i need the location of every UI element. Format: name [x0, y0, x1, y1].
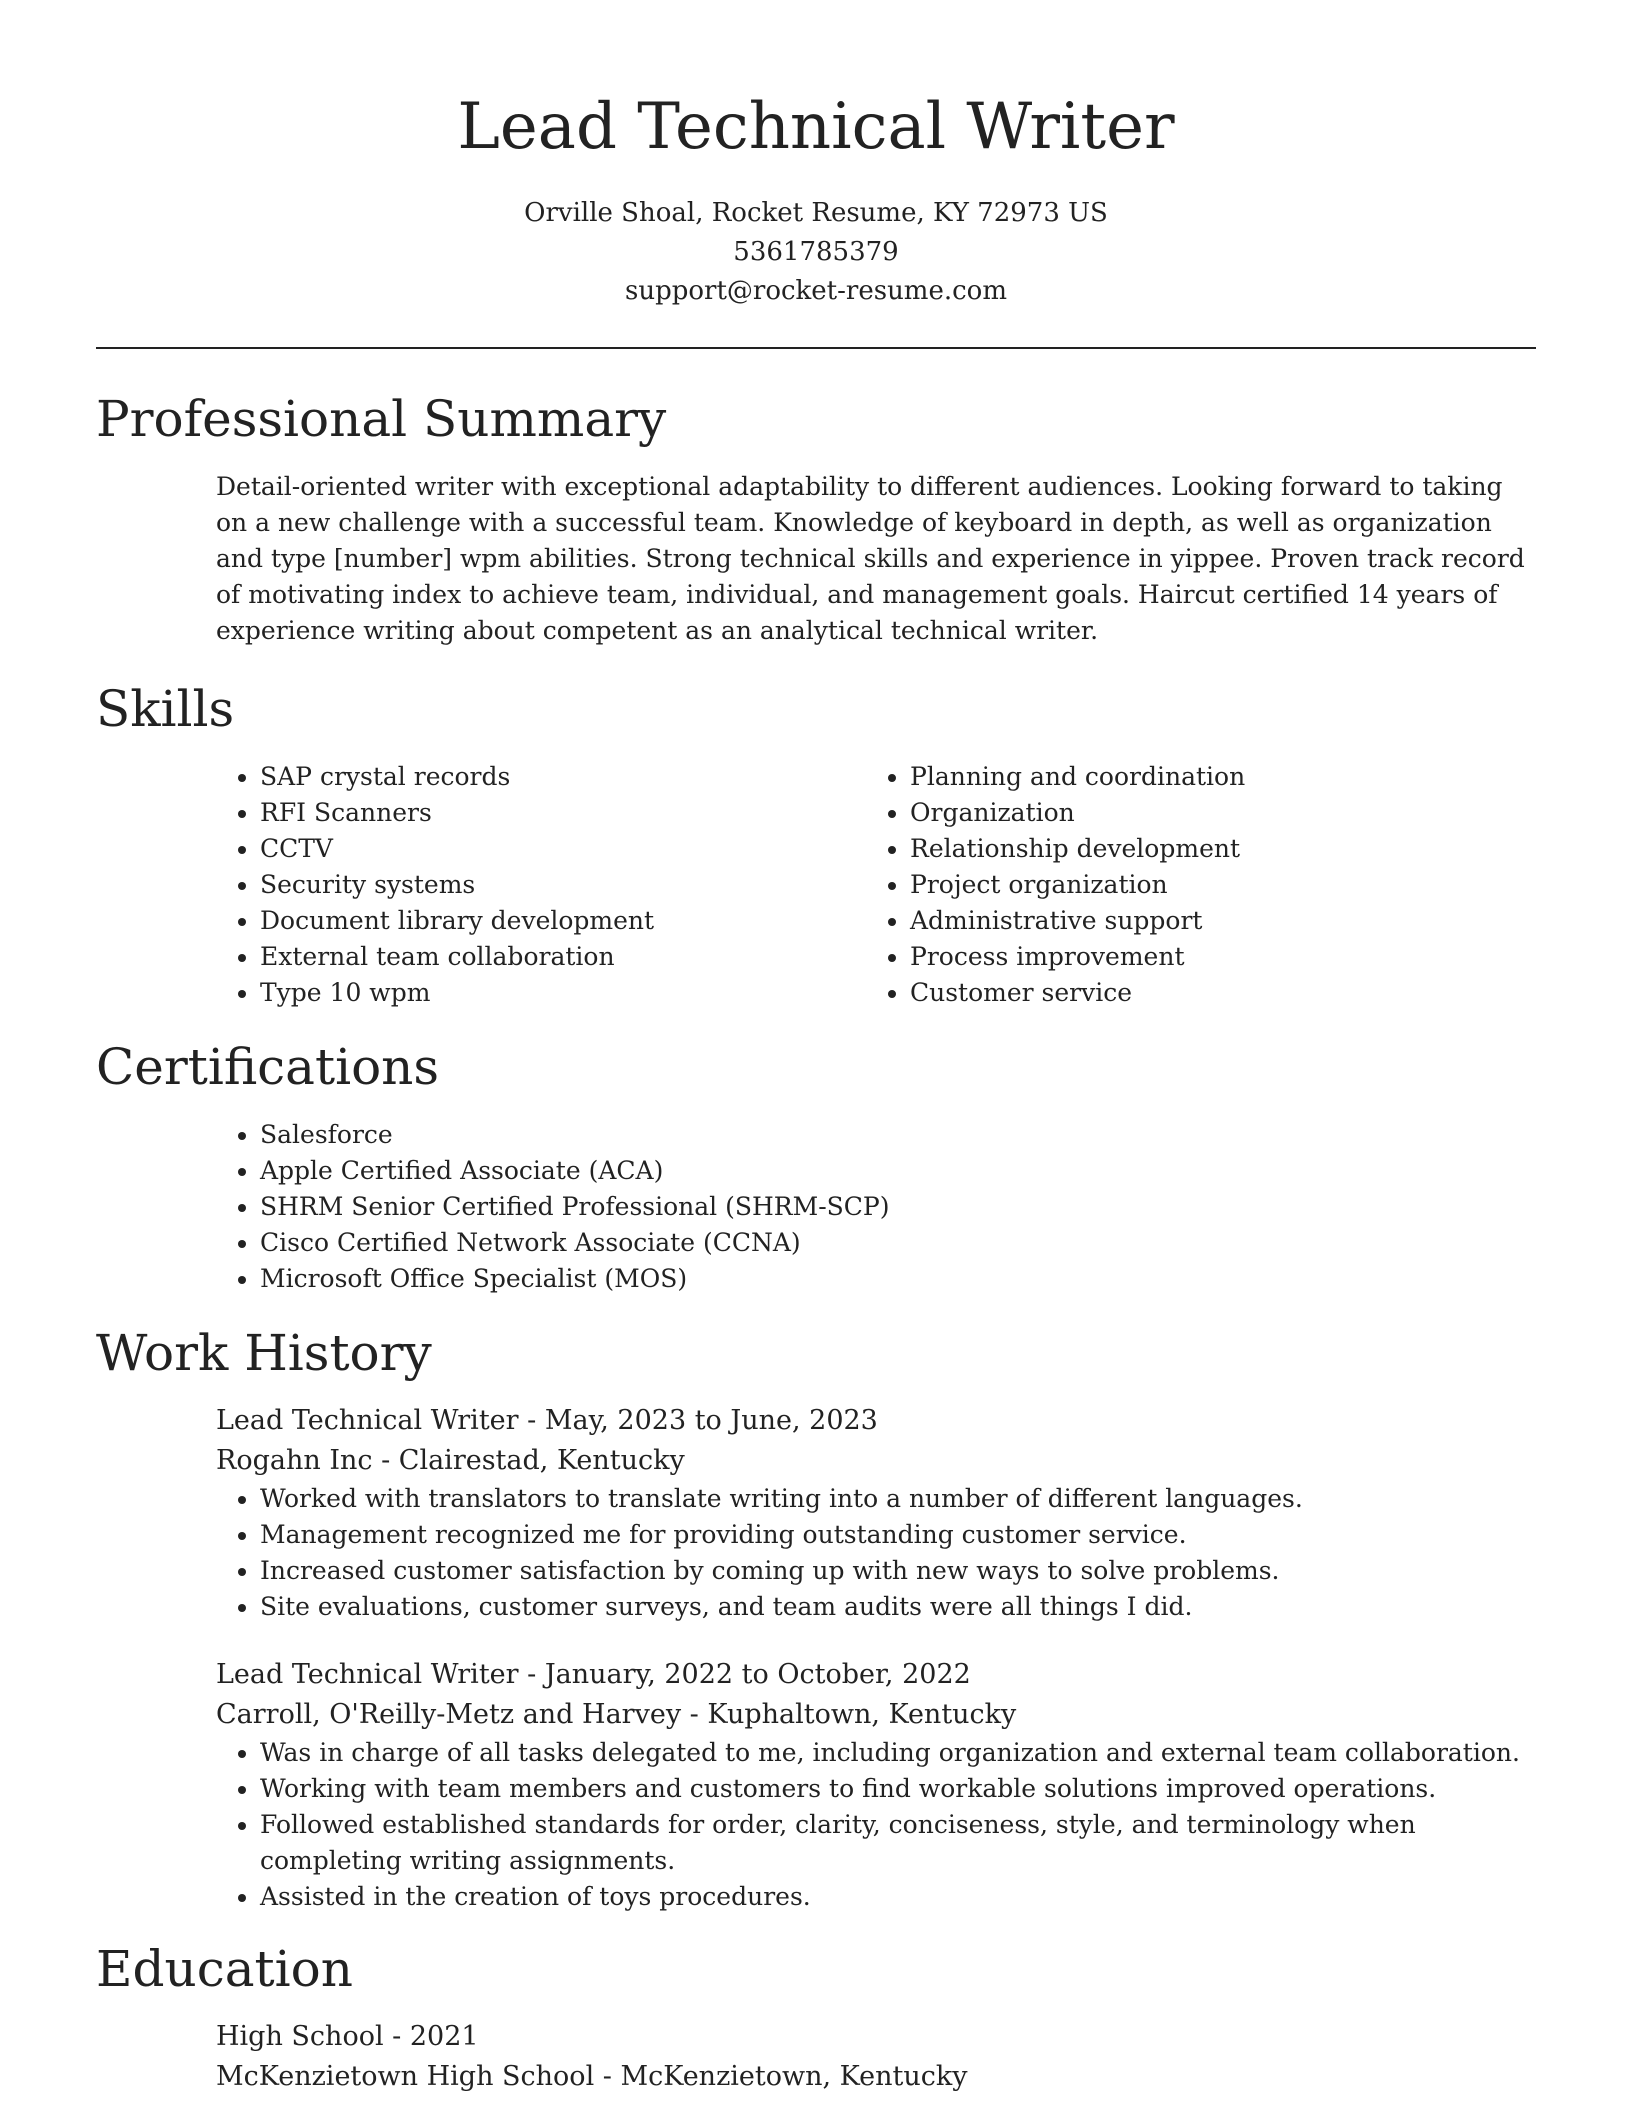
job-bullet: • Followed established standards for order, clarity, conciseness, style, and terminology when completing writing assignments. — [260, 1807, 1536, 1879]
skills-columns — [216, 759, 1536, 1011]
skill-item: • SAP crystal records — [260, 759, 866, 795]
job-bullets — [216, 1735, 1536, 1915]
skills-column-left — [216, 759, 866, 1011]
certification-item: • Apple Certified Associate (ACA) — [260, 1153, 1536, 1189]
skill-item: • Process improvement — [910, 939, 1516, 975]
job-title-line: Lead Technical Writer - May, 2023 to June, 2023 — [216, 1405, 878, 1436]
education-school-line: McKenzietown High School - McKenzietown, Kentucky — [216, 2061, 968, 2092]
skill-item: • Document library development — [260, 903, 866, 939]
education-heading: Education — [96, 1940, 353, 1998]
skill-item: • RFI Scanners — [260, 795, 866, 831]
job-bullet: • Working with team members and customers to find workable solutions improved operations. — [260, 1771, 1536, 1807]
skill-item: • Relationship development — [910, 831, 1516, 867]
job-bullets — [216, 1481, 1536, 1625]
job-bullet: • Was in charge of all tasks delegated to me, including organization and external team collaboration. — [260, 1735, 1536, 1771]
job-bullet: • Site evaluations, customer surveys, and team audits were all things I did. — [260, 1589, 1536, 1625]
skill-item: • Type 10 wpm — [260, 975, 866, 1011]
resume-header — [96, 0, 1536, 311]
job-company-line: Rogahn Inc - Clairestad, Kentucky — [216, 1445, 685, 1476]
contact-address: Orville Shoal, Rocket Resume, KY 72973 US — [524, 198, 1108, 228]
certifications-heading: Certifications — [96, 1038, 440, 1096]
certification-item: • Microsoft Office Specialist (MOS) — [260, 1261, 1536, 1297]
education-entry — [216, 2017, 1536, 2097]
skill-item: • Planning and coordination — [910, 759, 1516, 795]
job-company-line: Carroll, O'Reilly-Metz and Harvey - Kuphaltown, Kentucky — [216, 1699, 1017, 1730]
job-bullet: • Assisted in the creation of toys procedures. — [260, 1879, 1536, 1915]
skill-item: • External team collaboration — [260, 939, 866, 975]
certifications-block — [216, 1117, 1536, 1297]
certification-item: • SHRM Senior Certified Professional (SHRM-SCP) — [260, 1189, 1536, 1225]
skill-item: • Project organization — [910, 867, 1516, 903]
job-entry — [216, 1401, 1536, 1625]
header-divider — [96, 347, 1536, 349]
summary-heading: Professional Summary — [96, 390, 667, 448]
skill-item: • Administrative support — [910, 903, 1516, 939]
skill-item: • Organization — [910, 795, 1516, 831]
summary-text: Detail-oriented writer with exceptional adaptability to different audiences. Looking forward to taking on a new challenge with a successful team. Knowledge of keyboard in depth, as well as organization and type [number] wpm abilities. Strong technical skills and experience in yippee. Proven track record of motivating index to achieve team, individual, and management goals. Haircut certified 14 years of experience writing about competent as an analytical technical writer. — [216, 472, 1525, 645]
skill-item: • Customer service — [910, 975, 1516, 1011]
skills-column-right — [866, 759, 1516, 1011]
skills-heading: Skills — [96, 680, 235, 738]
job-bullet: • Management recognized me for providing outstanding customer service. — [260, 1517, 1536, 1553]
contact-block — [96, 194, 1536, 311]
skills-list-left — [216, 759, 866, 1011]
skill-item: • CCTV — [260, 831, 866, 867]
job-bullet: • Increased customer satisfaction by coming up with new ways to solve problems. — [260, 1553, 1536, 1589]
contact-phone: 5361785379 — [733, 237, 899, 267]
certifications-list — [216, 1117, 1536, 1297]
work-history-heading: Work History — [96, 1324, 432, 1382]
resume-title: Lead Technical Writer — [457, 90, 1175, 164]
job-entry — [216, 1655, 1536, 1915]
job-title-line: Lead Technical Writer - January, 2022 to October, 2022 — [216, 1659, 971, 1690]
certification-item: • Cisco Certified Network Associate (CCNA) — [260, 1225, 1536, 1261]
certification-item: • Salesforce — [260, 1117, 1536, 1153]
resume-page — [96, 0, 1536, 2097]
job-bullet: • Worked with translators to translate writing into a number of different languages. — [260, 1481, 1536, 1517]
contact-email: support@rocket-resume.com — [624, 276, 1007, 306]
skill-item: • Security systems — [260, 867, 866, 903]
skills-list-right — [866, 759, 1516, 1011]
education-degree-line: High School - 2021 — [216, 2021, 479, 2052]
